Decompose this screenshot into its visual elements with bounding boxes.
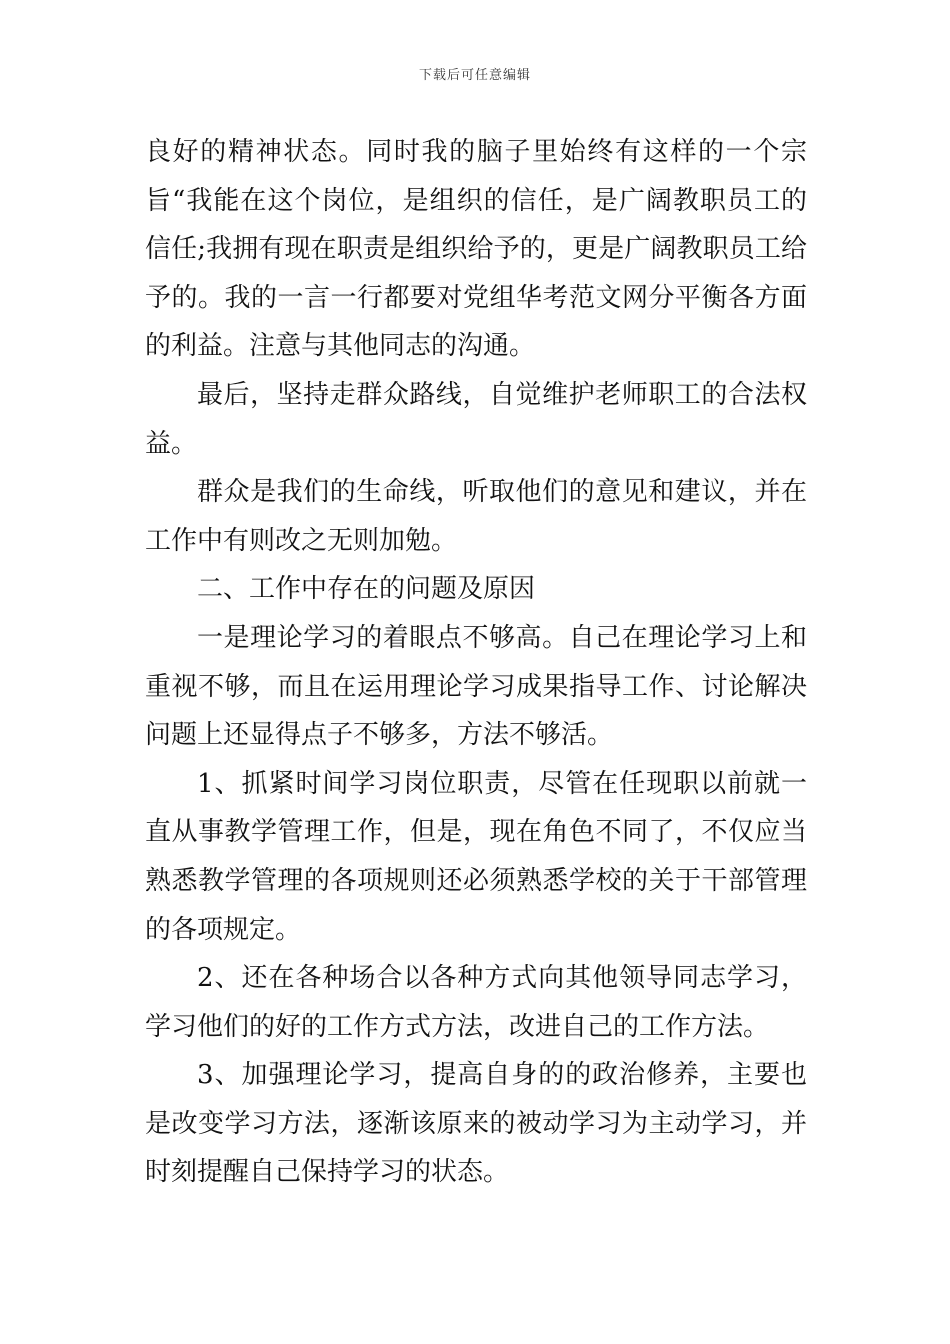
list-item: 1、抓紧时间学习岗位职责，尽管在任现职以前就一直从事教学管理工作，但是，现在角色不同了，不仅应当熟悉教学管理的各项规则还必须熟悉学校的关于干部管理的各项规定。 [145, 768, 807, 945]
paragraph: 最后，坚持走群众路线，自觉维护老师职工的合法权益。 [145, 379, 807, 459]
paragraph-continued: 良好的精神状态。同时我的脑子里始终有这样的一个宗旨“我能在这个岗位，是组织的信任，是广阔教职员工的信任;我拥有现在职责是组织给予的，更是广阔教职员工给予的。我的一言一行都要对党组华考范文网分平衡各方面的利益。注意与其他同志的沟通。 [145, 137, 807, 362]
document-body [145, 128, 807, 1197]
paragraph: 一是理论学习的着眼点不够高。自己在理论学习上和重视不够，而且在运用理论学习成果指导工作、讨论解决问题上还显得点子不够多，方法不够活。 [145, 622, 807, 751]
section-heading: 二、工作中存在的问题及原因 [197, 574, 536, 605]
list-item: 2、还在各种场合以各种方式向其他领导同志学习，学习他们的好的工作方式方法，改进自己的工作方法。 [145, 963, 807, 1042]
list-item: 3、加强理论学习，提高自身的的政治修养，主要也是改变学习方法，逐渐该原来的被动学习为主动学习，并时刻提醒自己保持学习的状态。 [145, 1060, 807, 1188]
page-header: 下载后可任意编辑 [418, 68, 531, 83]
paragraph: 群众是我们的生命线，听取他们的意见和建议，并在工作中有则改之无则加勉。 [145, 477, 807, 556]
